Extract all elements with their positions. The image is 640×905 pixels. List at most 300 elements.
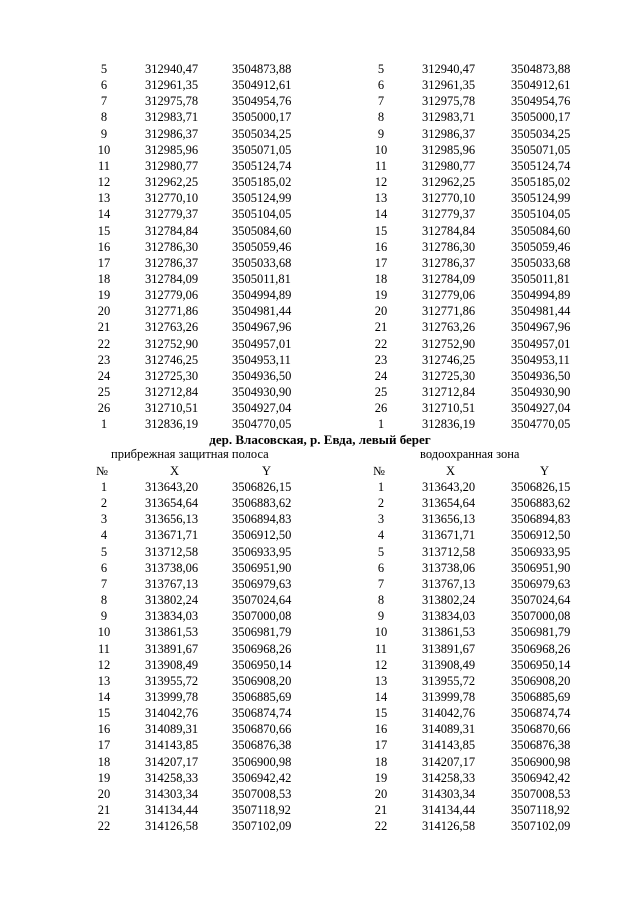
- table-row: [0, 576, 640, 592]
- point-number-left: 10: [97, 625, 111, 640]
- y-coordinate-right: 3506942,42: [511, 770, 571, 785]
- table-row: [0, 384, 640, 400]
- point-number-left: 14: [97, 207, 111, 222]
- table-row: [0, 689, 640, 705]
- y-coordinate-left: 3507102,09: [232, 819, 292, 834]
- x-coordinate-right: 312983,71: [422, 110, 476, 125]
- x-coordinate-left: 312985,96: [145, 142, 199, 157]
- x-coordinate-right: 313908,49: [422, 657, 476, 672]
- y-coordinate-right: 3505071,05: [511, 142, 571, 157]
- point-number-left: 1: [100, 417, 108, 432]
- point-number-right: 7: [377, 576, 385, 591]
- point-number-left: 1: [100, 480, 108, 494]
- point-number-right: 17: [374, 255, 388, 270]
- x-coordinate-left: 312836,19: [145, 417, 199, 432]
- point-number-right: 11: [374, 641, 388, 656]
- x-coordinate-left: 312784,09: [145, 271, 199, 286]
- point-number-left: 13: [97, 673, 111, 688]
- section-title: дер. Власовская, р. Евда, левый берег: [209, 432, 431, 447]
- table-row: [0, 126, 640, 142]
- y-coordinate-right: 3507102,09: [511, 819, 571, 834]
- point-number-right: 14: [374, 207, 388, 222]
- x-coordinate-right: 312712,84: [422, 385, 476, 399]
- x-coordinate-left: 313767,13: [145, 576, 199, 591]
- table-row: [0, 673, 640, 689]
- y-coordinate-right: 3506885,69: [511, 689, 571, 704]
- x-coordinate-right: 312985,96: [422, 142, 476, 157]
- x-coordinate-left: 312710,51: [145, 401, 199, 416]
- x-coordinate-left: 312962,25: [145, 175, 199, 190]
- table-row: [0, 657, 640, 673]
- point-number-right: 7: [377, 94, 385, 109]
- point-number-right: 18: [374, 271, 388, 286]
- y-coordinate-right: 3505124,99: [511, 191, 571, 206]
- x-coordinate-right: 313671,71: [422, 528, 476, 543]
- x-coordinate-right: 313999,78: [422, 689, 476, 704]
- point-number-left: 4: [100, 528, 108, 543]
- point-number-left: 8: [100, 110, 108, 125]
- table-row: [0, 239, 640, 255]
- x-coordinate-right: 312771,86: [422, 304, 476, 319]
- table-row: [0, 352, 640, 368]
- x-coordinate-left: 312752,90: [145, 336, 199, 351]
- table-row: [0, 287, 640, 303]
- y-coordinate-right: 3506951,90: [511, 560, 571, 575]
- y-coordinate-right: 3505124,74: [511, 158, 571, 173]
- y-coordinate-left: 3504994,89: [232, 288, 292, 303]
- y-coordinate-left: 3506870,66: [232, 722, 292, 737]
- y-coordinate-left: 3505104,05: [232, 207, 292, 222]
- point-number-right: 18: [374, 754, 388, 769]
- x-coordinate-left: 314143,85: [145, 738, 199, 753]
- table-row: [0, 400, 640, 416]
- y-coordinate-right: 3504953,11: [511, 352, 570, 367]
- point-number-left: 19: [97, 770, 111, 785]
- y-coordinate-left: 3506900,98: [232, 754, 292, 769]
- table-row: [0, 206, 640, 222]
- point-number-left: 7: [100, 94, 108, 109]
- table-row: [0, 770, 640, 786]
- y-coordinate-right: 3506883,62: [511, 496, 571, 511]
- point-number-right: 21: [374, 320, 388, 335]
- table-row: [0, 190, 640, 206]
- point-number-left: 19: [97, 288, 111, 303]
- point-number-left: 17: [97, 738, 111, 753]
- y-coordinate-right: 3507024,64: [511, 593, 571, 608]
- point-number-left: 6: [100, 560, 108, 575]
- table-row: [0, 592, 640, 608]
- point-number-left: 6: [100, 78, 108, 93]
- y-coordinate-right: 3506912,50: [511, 528, 571, 543]
- x-coordinate-right: 312770,10: [422, 191, 476, 206]
- table-row: [0, 624, 640, 640]
- y-coordinate-left: 3504936,50: [232, 368, 292, 383]
- table-row: [0, 416, 640, 432]
- x-coordinate-left: 312784,84: [145, 223, 199, 238]
- y-coordinate-right: 3505059,46: [511, 239, 571, 254]
- y-coordinate-left: 3507000,08: [232, 609, 292, 624]
- point-number-right: 13: [374, 191, 388, 206]
- point-number-left: 11: [97, 158, 111, 173]
- y-coordinate-left: 3504981,44: [232, 304, 292, 319]
- point-number-left: 22: [97, 336, 111, 351]
- y-coordinate-right: 3504873,88: [511, 62, 571, 76]
- y-coordinate-right: 3505000,17: [511, 110, 571, 125]
- y-coordinate-left: 3505059,46: [232, 239, 292, 254]
- point-number-right: 23: [374, 352, 388, 367]
- point-number-left: 12: [97, 175, 111, 190]
- point-number-left: 10: [97, 142, 111, 157]
- x-coordinate-right: 312786,30: [422, 239, 476, 254]
- x-coordinate-left: 312986,37: [145, 126, 199, 141]
- table-row: [0, 142, 640, 158]
- y-coordinate-right: 3506876,38: [511, 738, 571, 753]
- table-row: [0, 255, 640, 271]
- point-number-left: 17: [97, 255, 111, 270]
- left-subtitle: прибрежная защитная полоса: [111, 447, 269, 461]
- point-number-right: 22: [374, 819, 388, 834]
- point-number-right: 15: [374, 706, 388, 721]
- y-coordinate-right: 3506870,66: [511, 722, 571, 737]
- y-coordinate-right: 3506950,14: [511, 657, 571, 672]
- x-coordinate-left: 314207,17: [145, 754, 199, 769]
- x-coordinate-left: 312746,25: [145, 352, 199, 367]
- table-row: [0, 223, 640, 239]
- point-number-right: 24: [374, 368, 388, 383]
- y-coordinate-right: 3504927,04: [511, 401, 571, 416]
- header-y-right: Y: [540, 464, 550, 478]
- point-number-right: 19: [374, 770, 388, 785]
- y-coordinate-left: 3507008,53: [232, 786, 292, 801]
- y-coordinate-left: 3506874,74: [232, 706, 292, 721]
- point-number-right: 10: [374, 625, 388, 640]
- x-coordinate-right: 313861,53: [422, 625, 476, 640]
- x-coordinate-left: 312786,30: [145, 239, 199, 254]
- y-coordinate-right: 3506894,83: [511, 512, 571, 527]
- y-coordinate-left: 3505124,74: [232, 158, 292, 173]
- x-coordinate-left: 313656,13: [145, 512, 199, 527]
- y-coordinate-right: 3504770,05: [511, 417, 571, 432]
- x-coordinate-left: 313955,72: [145, 673, 199, 688]
- table-row: [0, 544, 640, 560]
- point-number-right: 6: [377, 560, 385, 575]
- point-number-right: 12: [374, 657, 388, 672]
- y-coordinate-left: 3506942,42: [232, 770, 292, 785]
- header-x-right: X: [446, 464, 456, 478]
- x-coordinate-left: 312975,78: [145, 94, 199, 109]
- y-coordinate-right: 3504957,01: [511, 336, 571, 351]
- y-coordinate-right: 3506933,95: [511, 544, 571, 559]
- y-coordinate-left: 3505071,05: [232, 142, 292, 157]
- point-number-left: 23: [97, 352, 111, 367]
- point-number-right: 5: [377, 62, 385, 76]
- point-number-left: 5: [100, 544, 108, 559]
- table-row: [0, 479, 640, 495]
- x-coordinate-left: 314258,33: [145, 770, 199, 785]
- x-coordinate-left: 313802,24: [145, 593, 199, 608]
- x-coordinate-right: 314207,17: [422, 754, 476, 769]
- y-coordinate-right: 3506826,15: [511, 480, 571, 494]
- x-coordinate-left: 312779,06: [145, 288, 199, 303]
- x-coordinate-left: 312771,86: [145, 304, 199, 319]
- point-number-left: 24: [97, 368, 111, 383]
- table-row: [0, 608, 640, 624]
- y-coordinate-right: 3504967,96: [511, 320, 571, 335]
- table-header-row: [0, 463, 640, 479]
- y-coordinate-left: 3504770,05: [232, 417, 292, 432]
- table-row: [0, 61, 640, 77]
- x-coordinate-right: 312836,19: [422, 417, 476, 432]
- table-row: [0, 511, 640, 527]
- x-coordinate-left: 314126,58: [145, 819, 199, 834]
- x-coordinate-right: 313891,67: [422, 641, 476, 656]
- x-coordinate-left: 313643,20: [145, 480, 199, 494]
- table-row: [0, 641, 640, 657]
- point-number-right: 8: [377, 593, 385, 608]
- x-coordinate-right: 312784,09: [422, 271, 476, 286]
- point-number-right: 4: [377, 528, 385, 543]
- y-coordinate-right: 3507118,92: [511, 803, 570, 817]
- x-coordinate-right: 313802,24: [422, 593, 476, 608]
- point-number-right: 20: [374, 786, 388, 801]
- y-coordinate-right: 3505104,05: [511, 207, 571, 222]
- y-coordinate-left: 3505124,99: [232, 191, 292, 206]
- header-num-right: №: [373, 464, 385, 478]
- x-coordinate-right: 314089,31: [422, 722, 476, 737]
- x-coordinate-right: 314303,34: [422, 786, 476, 801]
- x-coordinate-left: 313861,53: [145, 625, 199, 640]
- x-coordinate-right: 312710,51: [422, 401, 476, 416]
- x-coordinate-right: 313955,72: [422, 673, 476, 688]
- y-coordinate-right: 3504912,61: [511, 78, 571, 93]
- x-coordinate-left: 312763,26: [145, 320, 199, 335]
- point-number-right: 17: [374, 738, 388, 753]
- y-coordinate-left: 3504953,11: [232, 352, 291, 367]
- point-number-right: 1: [377, 480, 385, 494]
- x-coordinate-right: 314143,85: [422, 738, 476, 753]
- table-row: [0, 786, 640, 802]
- y-coordinate-left: 3506826,15: [232, 480, 292, 494]
- y-coordinate-right: 3506979,63: [511, 576, 571, 591]
- table-row: [0, 303, 640, 319]
- x-coordinate-right: 312763,26: [422, 320, 476, 335]
- x-coordinate-left: 312940,47: [145, 62, 199, 76]
- x-coordinate-right: 312975,78: [422, 94, 476, 109]
- y-coordinate-left: 3505011,81: [232, 271, 291, 286]
- y-coordinate-right: 3504936,50: [511, 368, 571, 383]
- x-coordinate-right: 312725,30: [422, 368, 476, 383]
- header-num-left: №: [96, 464, 108, 478]
- y-coordinate-left: 3505185,02: [232, 175, 292, 190]
- y-coordinate-right: 3504954,76: [511, 94, 571, 109]
- y-coordinate-left: 3507024,64: [232, 593, 292, 608]
- x-coordinate-right: 314042,76: [422, 706, 476, 721]
- y-coordinate-left: 3506908,20: [232, 673, 292, 688]
- y-coordinate-left: 3504927,04: [232, 401, 292, 416]
- x-coordinate-left: 314303,34: [145, 786, 199, 801]
- point-number-left: 15: [97, 706, 111, 721]
- point-number-right: 13: [374, 673, 388, 688]
- table-row: [0, 93, 640, 109]
- y-coordinate-right: 3504930,90: [511, 385, 571, 399]
- y-coordinate-left: 3506894,83: [232, 512, 292, 527]
- point-number-right: 11: [374, 158, 388, 173]
- point-number-left: 18: [97, 754, 111, 769]
- x-coordinate-right: 313712,58: [422, 544, 476, 559]
- x-coordinate-left: 313999,78: [145, 689, 199, 704]
- point-number-right: 3: [377, 512, 385, 527]
- x-coordinate-left: 312779,37: [145, 207, 199, 222]
- x-coordinate-left: 312980,77: [145, 158, 199, 173]
- y-coordinate-left: 3504957,01: [232, 336, 292, 351]
- x-coordinate-left: 312961,35: [145, 78, 199, 93]
- point-number-left: 7: [100, 576, 108, 591]
- x-coordinate-right: 314134,44: [422, 803, 476, 817]
- table-row: [0, 368, 640, 384]
- x-coordinate-right: 313767,13: [422, 576, 476, 591]
- y-coordinate-right: 3506968,26: [511, 641, 571, 656]
- y-coordinate-right: 3506874,74: [511, 706, 571, 721]
- y-coordinate-left: 3506876,38: [232, 738, 292, 753]
- y-coordinate-left: 3506951,90: [232, 560, 292, 575]
- x-coordinate-right: 314126,58: [422, 819, 476, 834]
- y-coordinate-right: 3506908,20: [511, 673, 571, 688]
- point-number-left: 5: [100, 62, 108, 76]
- table-row: [0, 271, 640, 287]
- x-coordinate-right: 313654,64: [422, 496, 476, 511]
- x-coordinate-right: 312962,25: [422, 175, 476, 190]
- table-row: [0, 754, 640, 770]
- x-coordinate-left: 313738,06: [145, 560, 199, 575]
- right-subtitle: водоохранная зона: [420, 447, 520, 461]
- point-number-right: 16: [374, 722, 388, 737]
- point-number-right: 22: [374, 336, 388, 351]
- y-coordinate-right: 3506981,79: [511, 625, 571, 640]
- x-coordinate-left: 312712,84: [145, 385, 199, 399]
- y-coordinate-left: 3506933,95: [232, 544, 292, 559]
- y-coordinate-left: 3504912,61: [232, 78, 292, 93]
- point-number-left: 8: [100, 593, 108, 608]
- x-coordinate-right: 312940,47: [422, 62, 476, 76]
- point-number-left: 26: [97, 401, 111, 416]
- table-row: [0, 560, 640, 576]
- table-row: [0, 818, 640, 834]
- point-number-left: 22: [97, 819, 111, 834]
- x-coordinate-left: 312983,71: [145, 110, 199, 125]
- x-coordinate-right: 312779,06: [422, 288, 476, 303]
- x-coordinate-right: 312784,84: [422, 223, 476, 238]
- point-number-left: 25: [97, 385, 111, 399]
- point-number-right: 25: [374, 385, 388, 399]
- x-coordinate-right: 312752,90: [422, 336, 476, 351]
- point-number-right: 20: [374, 304, 388, 319]
- table-row: [0, 737, 640, 753]
- x-coordinate-left: 312770,10: [145, 191, 199, 206]
- point-number-right: 8: [377, 110, 385, 125]
- x-coordinate-right: 313738,06: [422, 560, 476, 575]
- y-coordinate-left: 3506981,79: [232, 625, 292, 640]
- x-coordinate-left: 313654,64: [145, 496, 199, 511]
- y-coordinate-right: 3506900,98: [511, 754, 571, 769]
- table-row: [0, 174, 640, 190]
- x-coordinate-left: 313834,03: [145, 609, 199, 624]
- point-number-left: 2: [100, 496, 108, 511]
- y-coordinate-right: 3505084,60: [511, 223, 571, 238]
- y-coordinate-left: 3506883,62: [232, 496, 292, 511]
- point-number-right: 9: [377, 609, 385, 624]
- point-number-left: 16: [97, 239, 111, 254]
- table-row: [0, 721, 640, 737]
- y-coordinate-left: 3506968,26: [232, 641, 292, 656]
- x-coordinate-left: 312786,37: [145, 255, 199, 270]
- y-coordinate-left: 3504967,96: [232, 320, 292, 335]
- x-coordinate-right: 312786,37: [422, 255, 476, 270]
- x-coordinate-right: 313656,13: [422, 512, 476, 527]
- point-number-left: 11: [97, 641, 111, 656]
- point-number-right: 21: [374, 803, 388, 817]
- point-number-left: 9: [100, 126, 108, 141]
- y-coordinate-right: 3504994,89: [511, 288, 571, 303]
- y-coordinate-right: 3507008,53: [511, 786, 571, 801]
- y-coordinate-left: 3505034,25: [232, 126, 292, 141]
- point-number-left: 9: [100, 609, 108, 624]
- point-number-right: 2: [377, 496, 385, 511]
- table-row: [0, 527, 640, 543]
- point-number-left: 21: [97, 320, 111, 335]
- y-coordinate-right: 3504981,44: [511, 304, 571, 319]
- x-coordinate-left: 313712,58: [145, 544, 199, 559]
- point-number-right: 10: [374, 142, 388, 157]
- y-coordinate-left: 3506912,50: [232, 528, 292, 543]
- point-number-left: 15: [97, 223, 111, 238]
- point-number-left: 14: [97, 689, 111, 704]
- x-coordinate-right: 312980,77: [422, 158, 476, 173]
- point-number-right: 12: [374, 175, 388, 190]
- point-number-left: 16: [97, 722, 111, 737]
- point-number-right: 14: [374, 689, 388, 704]
- table-row: [0, 158, 640, 174]
- point-number-right: 16: [374, 239, 388, 254]
- x-coordinate-right: 312779,37: [422, 207, 476, 222]
- point-number-right: 19: [374, 288, 388, 303]
- y-coordinate-right: 3505011,81: [511, 271, 570, 286]
- y-coordinate-left: 3505084,60: [232, 223, 292, 238]
- point-number-left: 3: [100, 512, 108, 527]
- table-row: [0, 495, 640, 511]
- x-coordinate-left: 313908,49: [145, 657, 199, 672]
- point-number-left: 20: [97, 786, 111, 801]
- y-coordinate-right: 3505185,02: [511, 175, 571, 190]
- table-row: [0, 705, 640, 721]
- header-x-left: X: [170, 464, 180, 478]
- x-coordinate-right: 314258,33: [422, 770, 476, 785]
- x-coordinate-left: 314089,31: [145, 722, 199, 737]
- x-coordinate-left: 312725,30: [145, 368, 199, 383]
- point-number-right: 9: [377, 126, 385, 141]
- y-coordinate-right: 3507000,08: [511, 609, 571, 624]
- point-number-left: 12: [97, 657, 111, 672]
- point-number-right: 15: [374, 223, 388, 238]
- table-row: [0, 802, 640, 818]
- x-coordinate-left: 313671,71: [145, 528, 199, 543]
- x-coordinate-left: 314134,44: [145, 803, 199, 817]
- y-coordinate-right: 3505033,68: [511, 255, 571, 270]
- point-number-left: 13: [97, 191, 111, 206]
- x-coordinate-right: 313834,03: [422, 609, 476, 624]
- point-number-right: 26: [374, 401, 388, 416]
- y-coordinate-left: 3506979,63: [232, 576, 292, 591]
- table-row: [0, 336, 640, 352]
